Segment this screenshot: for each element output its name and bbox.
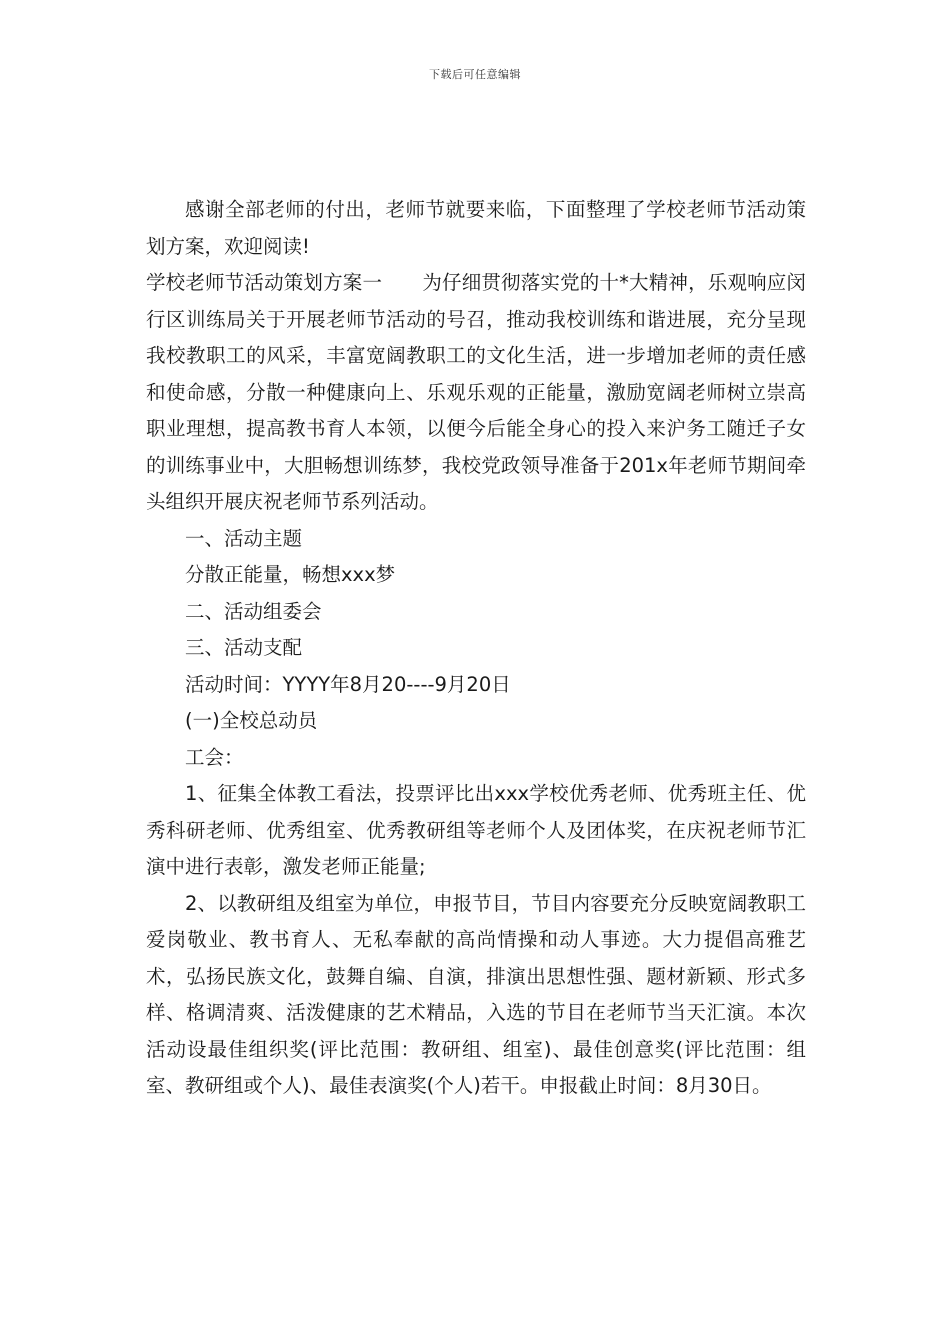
section-heading-arrangement: 三、活动支配 xyxy=(185,636,303,659)
theme-text: 分散正能量，畅想xxx梦 xyxy=(185,563,396,586)
intro-paragraph: 感谢全部老师的付出，老师节就要来临，下面整理了学校老师节活动策划方案，欢迎阅读! xyxy=(146,198,806,258)
list-item-2: 2、以教研组及组室为单位，申报节目，节目内容要充分反映宽阔教职工爱岗敬业、教书育人、无私奉献的高尚情操和动人事迹。大力提倡高雅艺术，弘扬民族文化，鼓舞自编、自演，排演出思想性强、题材新颖、形式多样、格调清爽、活泼健康的艺术精品，入选的节目在老师节当天汇演。本次活动设最佳组织奖(评比范围：教研组、组室)、最佳创意奖(评比范围：组室、教研组或个人)、最佳表演奖(个人)若干。申报截止时间：8月30日。 xyxy=(146,891,806,1097)
header-note: 下载后可任意编辑 xyxy=(429,68,521,81)
list-item-1: 1、征集全体教工看法，投票评比出xxx学校优秀老师、优秀班主任、优秀科研老师、优秀组室、优秀教研组等老师个人及团体奖，在庆祝老师节汇演中进行表彰，激发老师正能量; xyxy=(146,782,806,878)
union-label: 工会： xyxy=(185,745,244,769)
sub-heading-mobilization: (一)全校总动员 xyxy=(185,709,318,732)
section-heading-committee: 二、活动组委会 xyxy=(185,599,322,623)
activity-time: 活动时间：YYYY年8月20----9月20日 xyxy=(185,672,511,696)
plan-paragraph xyxy=(146,265,806,521)
section-heading-theme: 一、活动主题 xyxy=(185,526,303,550)
plan-text: 为仔细贯彻落实党的十*大精神，乐观响应闵行区训练局关于开展老师节活动的号召，推动我校训练和谐进展，充分呈现我校教职工的风采，丰富宽阔教职工的文化生活，进一步增加老师的责任感和使命感，分散一种健康向上、乐观乐观的正能量，激励宽阔老师树立崇高职业理想，提高教书育人本领，以便今后能全身心的投入来沪务工随迁子女的训练事业中，大胆畅想训练梦，我校党政领导准备于201x年老师节期间牵头组织开展庆祝老师节系列活动。 xyxy=(146,271,806,513)
document-body xyxy=(146,192,806,1105)
plan-title: 学校老师节活动策划方案一 xyxy=(146,271,383,294)
